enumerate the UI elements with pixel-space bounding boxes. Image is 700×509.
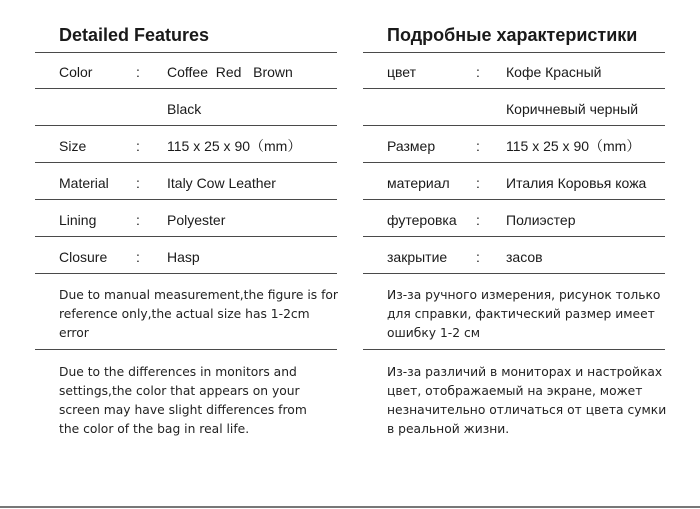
russian-title: Подробные характеристики (387, 25, 638, 45)
english-row-lining (35, 200, 337, 237)
english-title-bar (35, 0, 337, 53)
note-text: Из-за различий в мониторах и настройках цвет, отображаемый на экране, может незначительно отличаться от цвета сумки в реальной жизни. (387, 365, 667, 436)
spec-value: 115 x 25 x 90（mm） (167, 138, 302, 154)
spec-label: Material (59, 175, 109, 191)
english-row-color-continued (35, 89, 337, 126)
spec-colon: : (476, 175, 480, 191)
english-color-note (35, 363, 337, 439)
spec-label: Size (59, 138, 87, 154)
english-title: Detailed Features (59, 25, 210, 45)
spec-label: Lining (59, 212, 97, 228)
spec-value: Коричневый черный (506, 101, 639, 117)
spec-label: Closure (59, 249, 108, 265)
spec-value: Italy Cow Leather (167, 175, 276, 191)
spec-value: Италия Коровья кожа (506, 175, 647, 191)
spec-value: Полиэстер (506, 212, 576, 228)
note-text: Из-за ручного измерения, рисунок только для справки, фактический размер имеет ошибку 1-2 см (387, 288, 661, 340)
spec-colon: : (136, 64, 140, 80)
note-text: Due to manual measurement,the figure is for reference only,the actual size has 1-2cm error (59, 288, 338, 340)
russian-measurement-note (363, 286, 665, 350)
spec-label: цвет (387, 64, 417, 80)
spec-colon: : (476, 138, 480, 154)
spec-colon: : (136, 212, 140, 228)
russian-row-closure (363, 237, 665, 274)
english-row-material (35, 163, 337, 200)
russian-color-note (363, 363, 665, 439)
english-row-color (35, 52, 337, 89)
spec-value: засов (506, 249, 543, 265)
spec-colon: : (136, 249, 140, 265)
russian-title-bar (363, 0, 665, 53)
russian-row-lining (363, 200, 665, 237)
spec-label: материал (387, 175, 450, 191)
spec-colon: : (476, 212, 480, 228)
spec-label: Размер (387, 138, 436, 154)
spec-colon: : (476, 249, 480, 265)
spec-colon: : (476, 64, 480, 80)
bottom-divider (0, 506, 700, 508)
english-row-closure (35, 237, 337, 274)
russian-row-color (363, 52, 665, 89)
spec-value: 115 x 25 x 90（mm） (506, 138, 641, 154)
russian-row-material (363, 163, 665, 200)
spec-label: Color (59, 64, 93, 80)
spec-colon: : (136, 175, 140, 191)
spec-label: футеровка (387, 212, 457, 228)
spec-value: Кофе Красный (506, 64, 602, 80)
english-measurement-note (35, 286, 337, 350)
spec-value: Hasp (167, 249, 200, 265)
english-row-size (35, 126, 337, 163)
spec-colon: : (136, 138, 140, 154)
spec-value: Coffee Red Brown (167, 64, 293, 80)
russian-row-color-continued (363, 89, 665, 126)
spec-value: Black (167, 101, 202, 117)
spec-value: Polyester (167, 212, 226, 228)
spec-label: закрытие (387, 249, 448, 265)
russian-row-size (363, 126, 665, 163)
note-text: Due to the differences in monitors and settings,the color that appears on your screen may have slight differences from the color of the bag in real life. (59, 365, 307, 436)
